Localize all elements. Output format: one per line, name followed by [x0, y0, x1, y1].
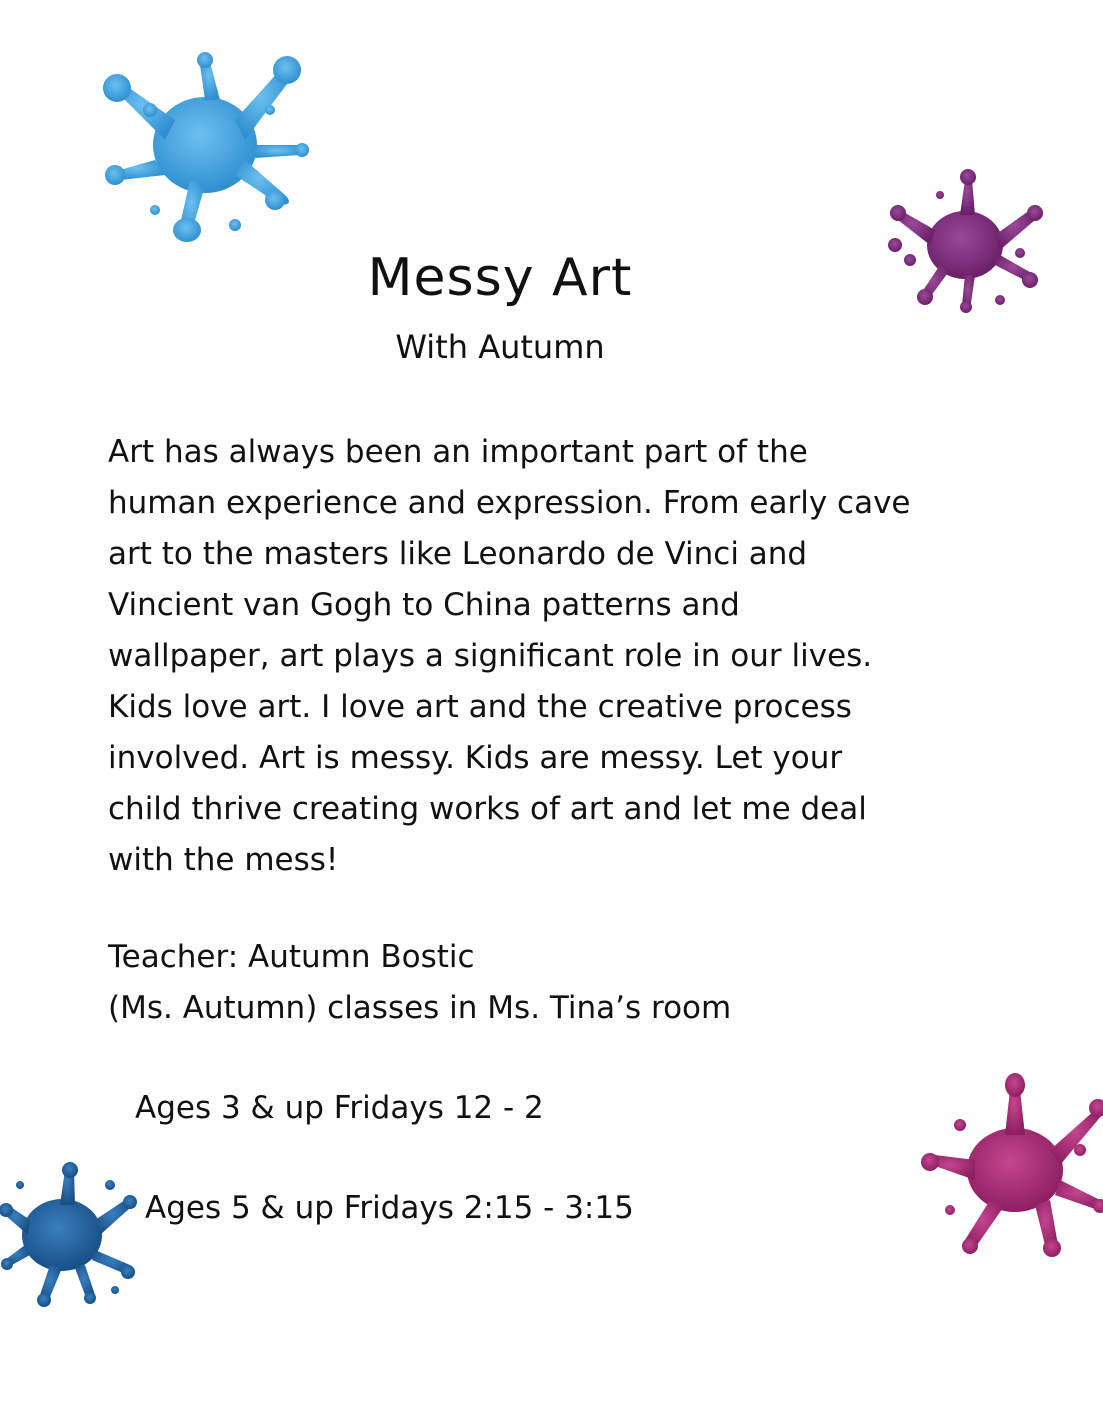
class-location: (Ms. Autumn) classes in Ms. Tina’s room — [108, 990, 732, 1026]
description-paragraph — [108, 427, 1008, 886]
teacher-info — [108, 932, 958, 1034]
magenta-paint-splat-icon — [920, 1070, 1103, 1260]
description-line: with the mess! — [108, 842, 339, 878]
schedule-item: Ages 3 & up Fridays 12 - 2 — [135, 1090, 544, 1126]
description-line: Kids love art. I love art and the creative process — [108, 689, 852, 725]
navy-paint-splat-icon — [0, 1160, 140, 1310]
schedule-item: Ages 5 & up Fridays 2:15 - 3:15 — [145, 1190, 634, 1226]
page-title: Messy Art — [367, 248, 633, 308]
blue-paint-splat-icon — [95, 50, 315, 250]
description-line: Vincient van Gogh to China patterns and — [108, 587, 740, 623]
teacher-name: Teacher: Autumn Bostic — [108, 939, 475, 975]
description-line: human experience and expression. From early cave — [108, 485, 911, 521]
description-line: child thrive creating works of art and let me deal — [108, 791, 867, 827]
description-line: art to the masters like Leonardo de Vinci and — [108, 536, 808, 572]
page-subtitle: With Autumn — [395, 328, 605, 366]
description-line: involved. Art is messy. Kids are messy. Let your — [108, 740, 843, 776]
description-line: Art has always been an important part of the — [108, 434, 808, 470]
description-line: wallpaper, art plays a significant role in our lives. — [108, 638, 873, 674]
